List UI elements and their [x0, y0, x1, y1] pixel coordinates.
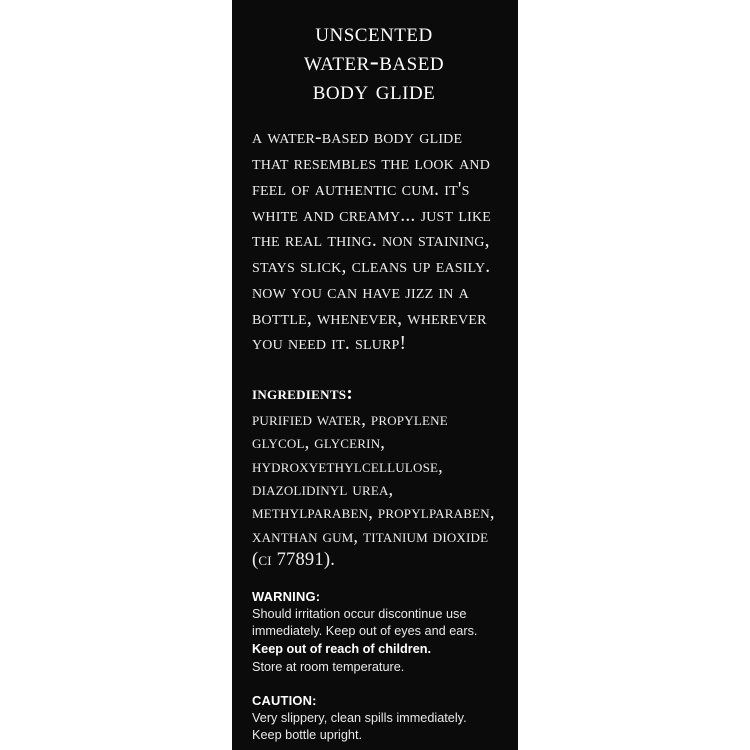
warning-block [252, 588, 496, 676]
caution-text-1: Very slippery, clean spills immediately. [252, 710, 467, 725]
product-title-line-2: water-based [303, 46, 445, 77]
product-description: a water-based body glide that resembles the look and feel of authentic cum. it's white and creamy... just like the real thing. non staining, stays slick, cleans up easily. now you can have jizz in a bottle, whenever, wherever you need it. slurp! [252, 127, 492, 355]
label-panel [232, 0, 518, 750]
caution-block [252, 692, 496, 745]
product-title [252, 18, 496, 105]
warning-heading: WARNING: [252, 589, 321, 605]
warning-text-2: Keep out of reach of children. [252, 641, 432, 656]
ingredients-list: purified water, propylene glycol, glycerin, hydroxyethylcellulose, diazolidinyl urea, methylparaben, propylparaben, xanthan gum, titanium dioxide (ci 77891). [252, 410, 495, 570]
warning-text-1: Should irritation occur discontinue use immediately. Keep out of eyes and ears. [252, 606, 478, 639]
product-title-line-1: unscented [315, 17, 433, 47]
warning-text-3: Store at room temperature. [252, 659, 405, 674]
caution-heading: CAUTION: [252, 693, 317, 709]
ingredients-heading: ingredients: [252, 383, 353, 405]
left-margin [0, 0, 232, 750]
caution-text-2: Keep bottle upright. [252, 728, 363, 743]
product-title-line-3: body glide [312, 75, 436, 106]
right-margin [518, 0, 750, 750]
fineprint [252, 588, 496, 745]
